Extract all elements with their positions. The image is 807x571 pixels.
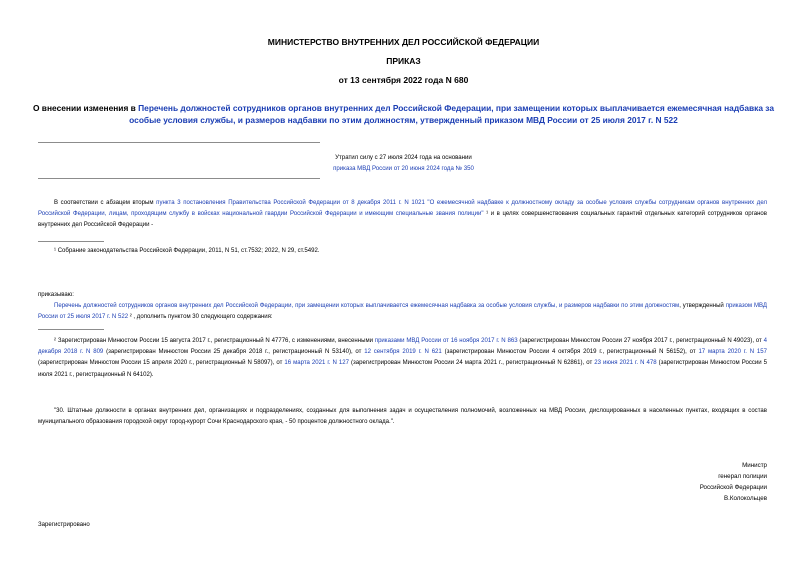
fn2-link-3[interactable]: 12 сентября 2019 г. N 621 xyxy=(364,349,442,356)
footnote-divider-2 xyxy=(38,329,104,330)
status-text: Утратил силу с 27 июля 2024 года на основании xyxy=(335,154,472,161)
fn2-text-3: (зарегистрирован Минюстом России 25 декабря 2018 г., регистрационный N 53140), от xyxy=(103,349,365,356)
status-link[interactable]: приказа МВД России от 20 июня 2024 года № 350 xyxy=(333,165,474,172)
document-title xyxy=(28,102,779,126)
fn2-text-4: (зарегистрирован Минюстом России 4 октября 2019 г., регистрационный N 56152), от xyxy=(441,349,699,356)
fn2-text-1: ² Зарегистрирован Минюстом России 15 августа 2017 г., регистрационный N 47776, с изменениями, внесенными xyxy=(54,338,375,344)
fn2-text-6: (зарегистрирован Минюстом России 24 марта 2021 г., регистрационный N 62861), от xyxy=(349,360,595,367)
signature-name: В.Колокольцев xyxy=(724,495,767,502)
footnote-2 xyxy=(38,336,767,381)
order-paragraph xyxy=(38,301,767,323)
fn2-link-5[interactable]: 16 марта 2021 г. N 127 xyxy=(284,360,349,367)
preamble-paragraph xyxy=(38,198,767,232)
fn2-text-5: (зарегистрирован Минюстом России 15 апреля 2020 г., регистрационный N 58097), от xyxy=(38,360,285,367)
order-word: приказываю: xyxy=(38,292,74,298)
title-prefix: О внесении изменения в xyxy=(32,103,139,113)
order-prikaz-link[interactable]: приказом МВД России от 25 июля 2017 г. N 522 xyxy=(38,303,768,321)
signature-block xyxy=(700,460,767,504)
document-date-number: от 13 сентября 2022 года N 680 xyxy=(338,75,469,85)
clause-30: "30. Штатные должности в органах внутренних дел, организациях и подразделениях, созданных для выполнения задач и осуществления полномочий, возложенных на МВД России, дислоцированных в населенных пунктах, входящих в состав муниципального образования городской округ город-курорт Сочи Краснодарского края, - 50 процентов должностного оклада.". xyxy=(38,408,767,426)
document-type: ПРИКАЗ xyxy=(386,56,421,66)
fn2-text-2: (зарегистрирован Минюстом России 27 ноября 2017 г., регистрационный N 49023), от xyxy=(517,338,764,344)
order-list-link[interactable]: Перечень должностей сотрудников органов внутренних дел Российской Федерации, при замещении которых выплачивается ежемесячная надбавка за особые условия службы, и размеров надбавки по этим должностям xyxy=(54,303,680,309)
footnote-1: ¹ Собрание законодательства Российской Федерации, 2011, N 51, ст.7532; 2022, N 29, ст.5492. xyxy=(54,248,320,254)
fn2-link-4[interactable]: 17 марта 2020 г. N 157 xyxy=(698,349,767,356)
fn2-link-6[interactable]: 23 июня 2021 г. N 478 xyxy=(594,360,657,367)
order-text-tail: ² , дополнить пунктом 30 следующего содержания: xyxy=(128,314,273,321)
signature-title: Министр xyxy=(742,462,767,469)
status-line-2 xyxy=(0,163,807,174)
preamble-link[interactable]: пункта 3 постановления Правительства Российской Федерации от 8 декабря 2011 г. N 1021 "О ежемесячной надбавке к должностному окладу за особые условия службы сотрудникам органов внутренних дел Российской Федерации, лицам, проходящим службу в войсках национальной гвардии Российской Федерации и имеющим специальные звания полиции" xyxy=(38,200,768,218)
preamble-text: В соответствии с абзацем вторым xyxy=(54,200,157,206)
signature-country: Российской Федерации xyxy=(699,484,767,491)
footnote-divider-1 xyxy=(38,241,104,242)
fn2-link-1[interactable]: приказами МВД России от 16 ноября 2017 г. N 863 xyxy=(374,338,518,344)
registered-label: Зарегистрировано xyxy=(38,522,90,528)
preamble-text-tail: ¹ и в целях совершенствования социальных гарантий отдельных категорий сотрудников органов внутренних дел Российской Федерации - xyxy=(38,211,767,229)
order-text: , утвержденный xyxy=(679,303,726,309)
divider-top xyxy=(38,142,320,143)
signature-rank: генерал полиции xyxy=(718,473,767,480)
ministry-heading: МИНИСТЕРСТВО ВНУТРЕННИХ ДЕЛ РОССИЙСКОЙ ФЕДЕРАЦИИ xyxy=(267,37,540,47)
title-link[interactable]: Перечень должностей сотрудников органов внутренних дел Российской Федерации, при замещении которых выплачивается ежемесячная надбавка за особые условия службы, и размеров надбавки по этим должностям, утвержденный приказом МВД России от 25 июля 2017 г. N 522 xyxy=(129,103,775,125)
divider-bottom xyxy=(38,178,320,179)
fn2-text-7: (зарегистрирован Минюстом России 5 июля 2021 г., регистрационный N 64102). xyxy=(38,360,767,378)
fn2-link-2[interactable]: 4 декабря 2018 г. N 809 xyxy=(38,338,767,356)
